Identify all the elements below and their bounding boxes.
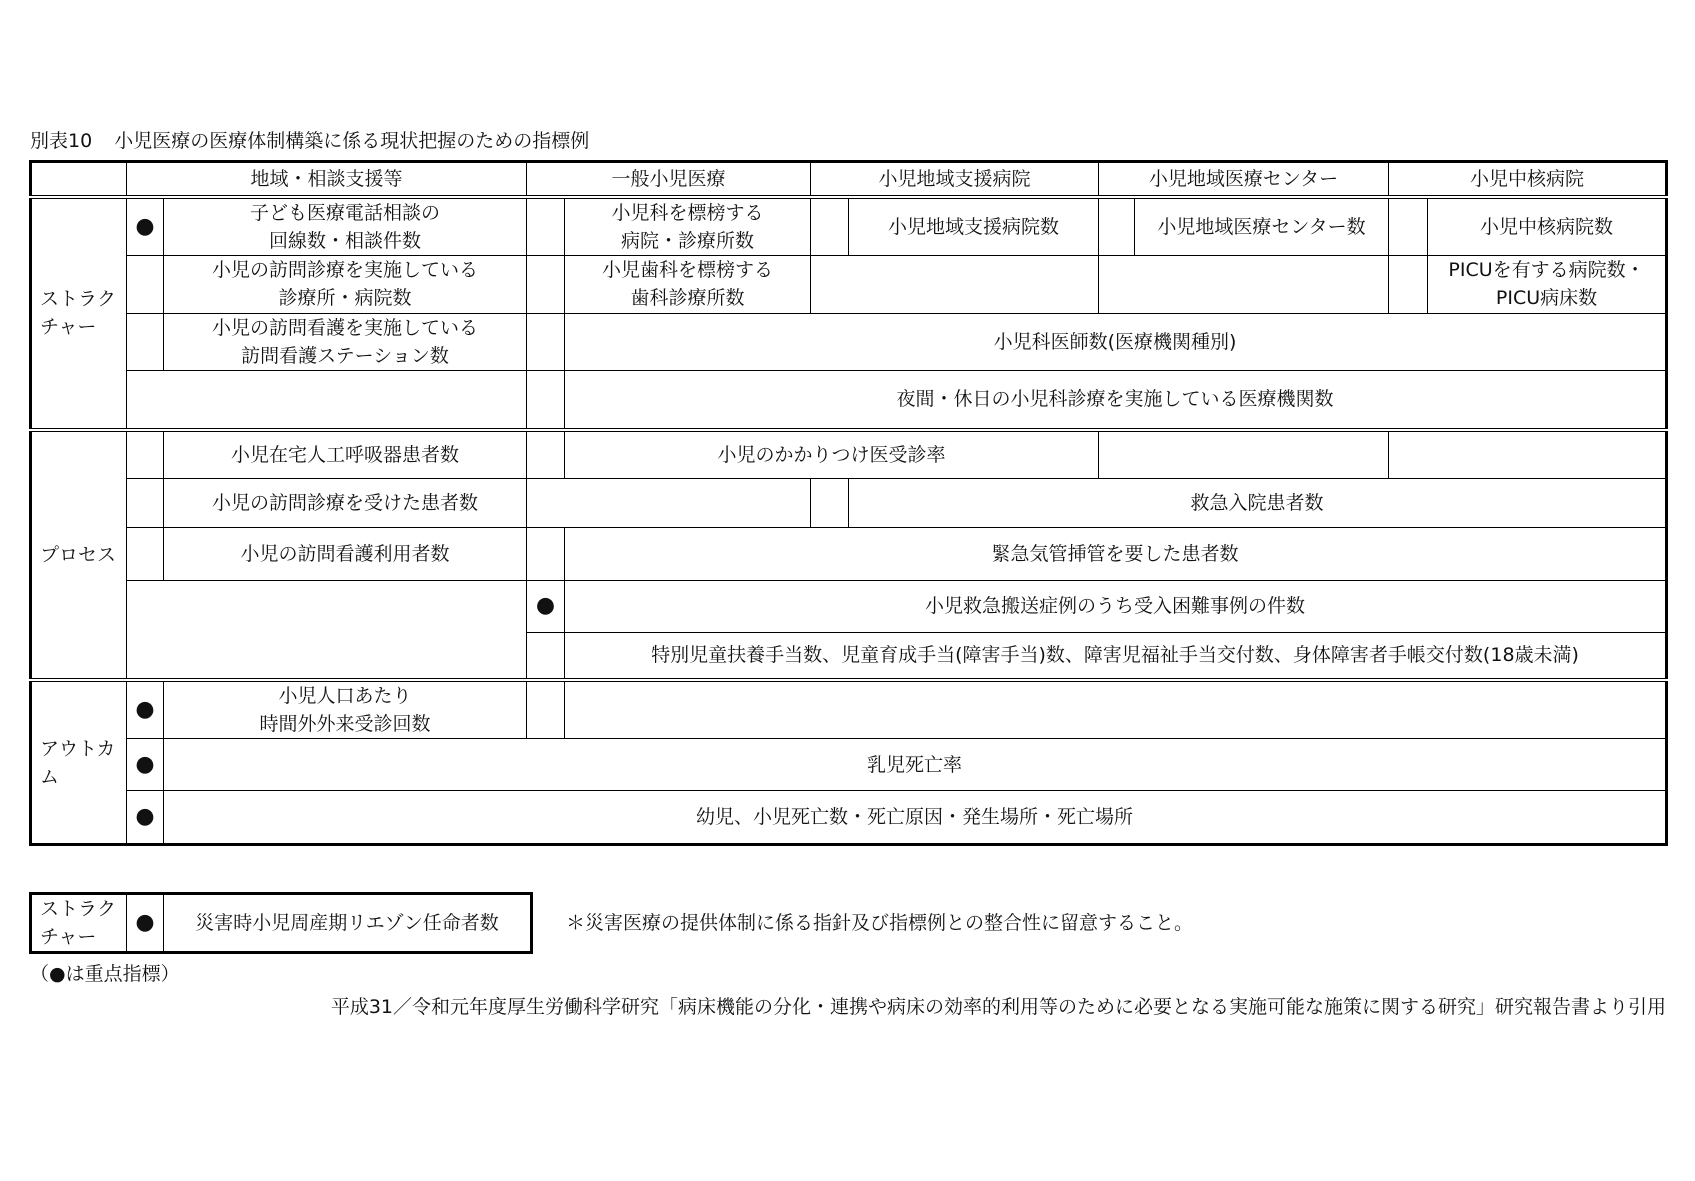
table-caption <box>30 126 589 153</box>
cell-child-deaths: 幼児、小児死亡数・死亡原因・発生場所・死亡場所 <box>164 791 1667 845</box>
header-empty-cell <box>31 162 127 197</box>
section-outcome: アウトカ ム <box>31 680 127 845</box>
key-indicator-dot: ● <box>127 739 164 791</box>
cell-liaison: 災害時小児周産期リエゾン任命者数 <box>164 894 532 953</box>
cell-core-hospitals: 小児中核病院数 <box>1428 197 1667 256</box>
cell-regional-centers: 小児地域医療センター数 <box>1135 197 1389 256</box>
disaster-note: ＊災害医療の提供体制に係る指針及び指標例との整合性に留意すること。 <box>566 912 1194 934</box>
section-process: プロセス <box>31 430 127 680</box>
table-row <box>31 791 1667 845</box>
header-row <box>31 162 1667 197</box>
table-row <box>31 255 1667 313</box>
legend: （●は重点指標） <box>30 963 180 985</box>
cell-support-hospitals: 小児地域支援病院数 <box>849 197 1099 256</box>
cell-picu: PICUを有する病院数・ PICU病床数 <box>1428 255 1667 313</box>
cell-night-holiday: 夜間・休日の小児科診療を実施している医療機関数 <box>565 370 1667 430</box>
caption-title: 小児医療の医療体制構築に係る現状把握のための指標例 <box>114 130 590 152</box>
cell-family-doctor-rate: 小児のかかりつけ医受診率 <box>565 430 1099 478</box>
header-core-hospital: 小児中核病院 <box>1389 162 1667 197</box>
cell-transport-difficulty: 小児救急搬送症例のうち受入困難事例の件数 <box>565 580 1667 632</box>
table-row <box>31 894 532 953</box>
table-row <box>31 680 1667 739</box>
disaster-table <box>29 892 533 954</box>
key-indicator-dot: ● <box>527 580 565 632</box>
cell-phone-consult: 子ども医療電話相談の 回線数・相談件数 <box>164 197 527 256</box>
cell-home-ventilator: 小児在宅人工呼吸器患者数 <box>164 430 527 478</box>
section-structure: ストラク チャー <box>31 894 127 953</box>
header-support-hospital: 小児地域支援病院 <box>811 162 1099 197</box>
key-indicator-dot: ● <box>127 791 164 845</box>
cell-home-nursing-users: 小児の訪問看護利用者数 <box>164 527 527 580</box>
table-row <box>31 313 1667 370</box>
cell-after-hours-visits: 小児人口あたり 時間外外来受診回数 <box>164 680 527 739</box>
cell-allowances: 特別児童扶養手当数、児童育成手当(障害手当)数、障害児福祉手当交付数、身体障害者手帳交付数(18歳未満) <box>565 632 1667 680</box>
cell-dental-clinics: 小児歯科を標榜する 歯科診療所数 <box>565 255 811 313</box>
cell-home-nursing-stations: 小児の訪問看護を実施している 訪問看護ステーション数 <box>164 313 527 370</box>
table-row <box>31 478 1667 527</box>
section-structure: ストラク チャー <box>31 197 127 431</box>
cell-intubation: 緊急気管挿管を要した患者数 <box>565 527 1667 580</box>
header-general: 一般小児医療 <box>527 162 811 197</box>
indicator-table <box>29 160 1668 846</box>
cell-pediatric-clinics: 小児科を標榜する 病院・診療所数 <box>565 197 811 256</box>
caption-label: 別表10 <box>30 130 93 152</box>
header-community: 地域・相談支援等 <box>127 162 527 197</box>
table-row <box>31 370 1667 430</box>
source-citation: 平成31／令和元年度厚生労働科学研究「病床機能の分化・連携や病床の効率的利用等のために必要となる実施可能な施策に関する研究」研究報告書より引用 <box>330 996 1666 1018</box>
table-row <box>31 197 1667 256</box>
table-row <box>31 580 1667 632</box>
table-row <box>31 527 1667 580</box>
table-row <box>31 739 1667 791</box>
key-indicator-dot: ● <box>127 894 164 953</box>
key-indicator-dot: ● <box>127 680 164 739</box>
header-regional-center: 小児地域医療センター <box>1099 162 1389 197</box>
cell-home-visit-patients: 小児の訪問診療を受けた患者数 <box>164 478 527 527</box>
cell-home-visit-clinics: 小児の訪問診療を実施している 診療所・病院数 <box>164 255 527 313</box>
key-indicator-dot: ● <box>127 197 164 256</box>
cell-infant-mortality: 乳児死亡率 <box>164 739 1667 791</box>
table-row <box>31 430 1667 478</box>
cell-pediatricians: 小児科医師数(医療機関種別) <box>565 313 1667 370</box>
cell-emergency-admissions: 救急入院患者数 <box>849 478 1667 527</box>
